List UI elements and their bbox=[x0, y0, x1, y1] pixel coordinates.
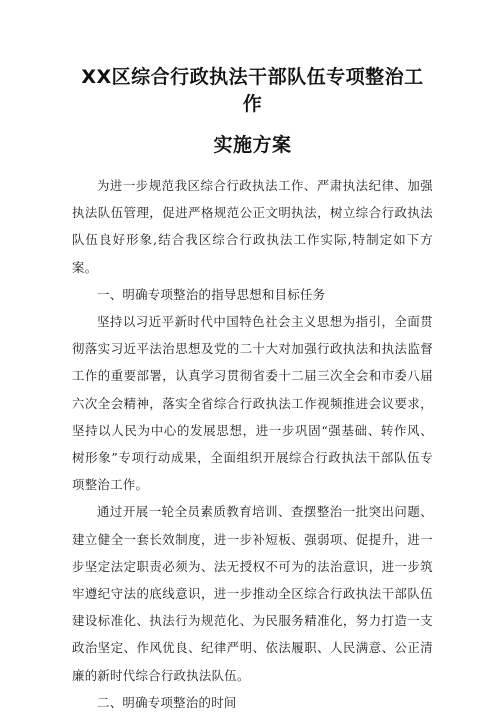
section-heading-1: 一、明确专项整治的指导思想和目标任务 bbox=[97, 286, 326, 302]
title-line-1: XX区综合行政执法干部队伍专项整治工作 bbox=[81, 66, 424, 115]
intro-paragraph: 为进一步规范我区综合行政执法工作、严肃执法纪律、加强执法队伍管理，促进严格规范公正文明执法，树立综合行政执法队伍良好形象,结合我区综合行政执法工作实际,特制定如下方案。 bbox=[72, 178, 433, 275]
guiding-ideology-paragraph: 坚持以习近平新时代中国特色社会主义思想为指引，全面贯彻落实习近平法治思想及党的二十大对加强行政执法和执法监督工作的重要部署，认真学习贯彻省委十二届三次全会和市委八届六次全会精神，落实全省综合行政执法工作视频推进会议要求，坚持以人民为中心的发展思想，进一步巩固“强基础、转作风、树形象”专项行动成果，全面组织开展综合行政执法干部队伍专项整治工作。 bbox=[72, 314, 433, 493]
goals-paragraph: 通过开展一轮全员素质教育培训、查摆整治一批突出问题、建立健全一套长效制度，进一步补短板、强弱项、促提升，进一步坚定法定职责必须为、法无授权不可为的法治意识，进一步筑牢遵纪守法的底线意识，进一步推动全区综合行政执法干部队伍建设标准化、执法行为规范化、为民服务精准化，努力打造一支政治坚定、作风优良、纪律严明、依法履职、人民满意、公正清廉的新时代综合行政执法队伍。 bbox=[72, 504, 433, 683]
document-title bbox=[72, 62, 433, 157]
section-heading-2: 二、明确专项整治的时间 bbox=[97, 694, 237, 710]
title-line-2: 实施方案 bbox=[213, 134, 292, 156]
document-body bbox=[72, 172, 433, 716]
